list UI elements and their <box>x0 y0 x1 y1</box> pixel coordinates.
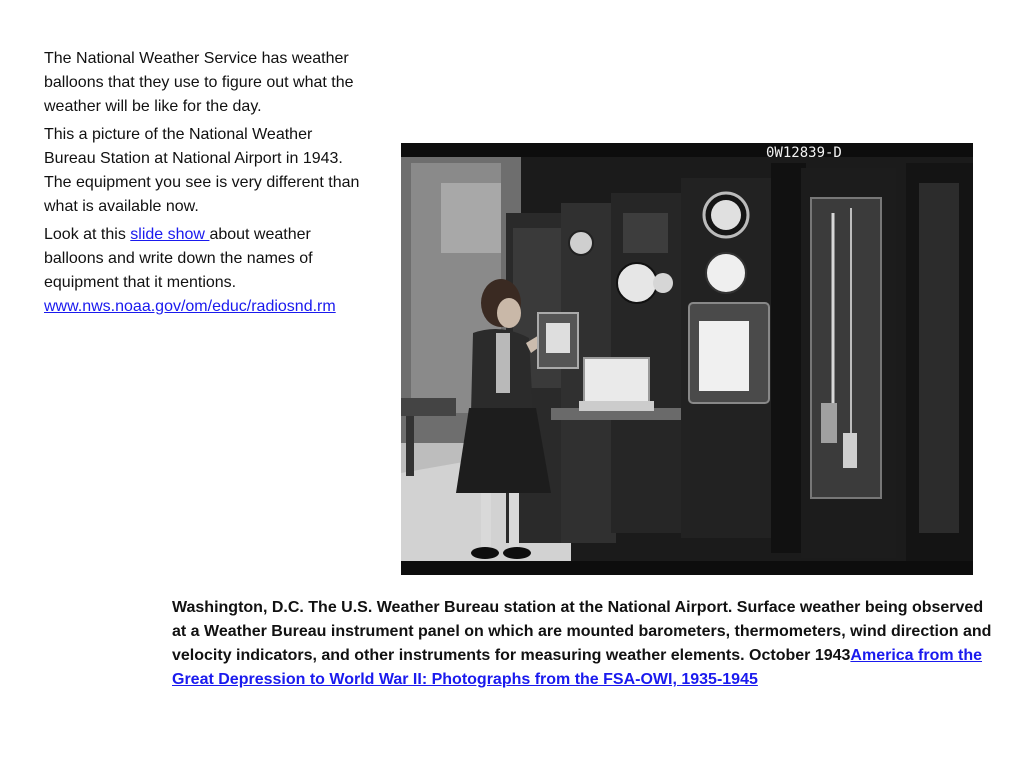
weather-bureau-photo <box>401 143 973 575</box>
fsa-owi-collection-link[interactable]: America from the Great Depression to World War II: Photographs from the FSA-OWI, 1935-1945 <box>172 647 983 688</box>
photo-negative-number: 0W12839-D <box>766 145 842 161</box>
instruction-text-after: about weather balloons and write down the names of equipment that it mentions. <box>44 226 313 291</box>
instruction-text-before: Look at this <box>44 226 131 243</box>
slide-show-link[interactable]: slide show <box>130 226 210 243</box>
caption-text: Washington, D.C. The U.S. Weather Bureau station at the National Airport. Surface weather being observed at a Weather Bureau instrument panel on which are mounted barometers, thermometers, wind direction and velocity indicators, and other instruments for measuring weather elements. October 1943 <box>172 599 992 664</box>
photo-description-paragraph: This a picture of the National Weather Bureau Station at National Airport in 1943. The equipment you see is very different than what is available now. <box>44 126 360 215</box>
radiosonde-url-link[interactable]: www.nws.noaa.gov/om/educ/radiosnd.rm <box>44 298 336 315</box>
photo-caption <box>172 596 992 692</box>
photo-illustration <box>401 143 973 575</box>
left-text-block <box>44 47 366 323</box>
instruction-paragraph <box>44 223 366 319</box>
intro-paragraph: The National Weather Service has weather balloons that they use to figure out what the weather will be like for the day. <box>44 50 354 115</box>
